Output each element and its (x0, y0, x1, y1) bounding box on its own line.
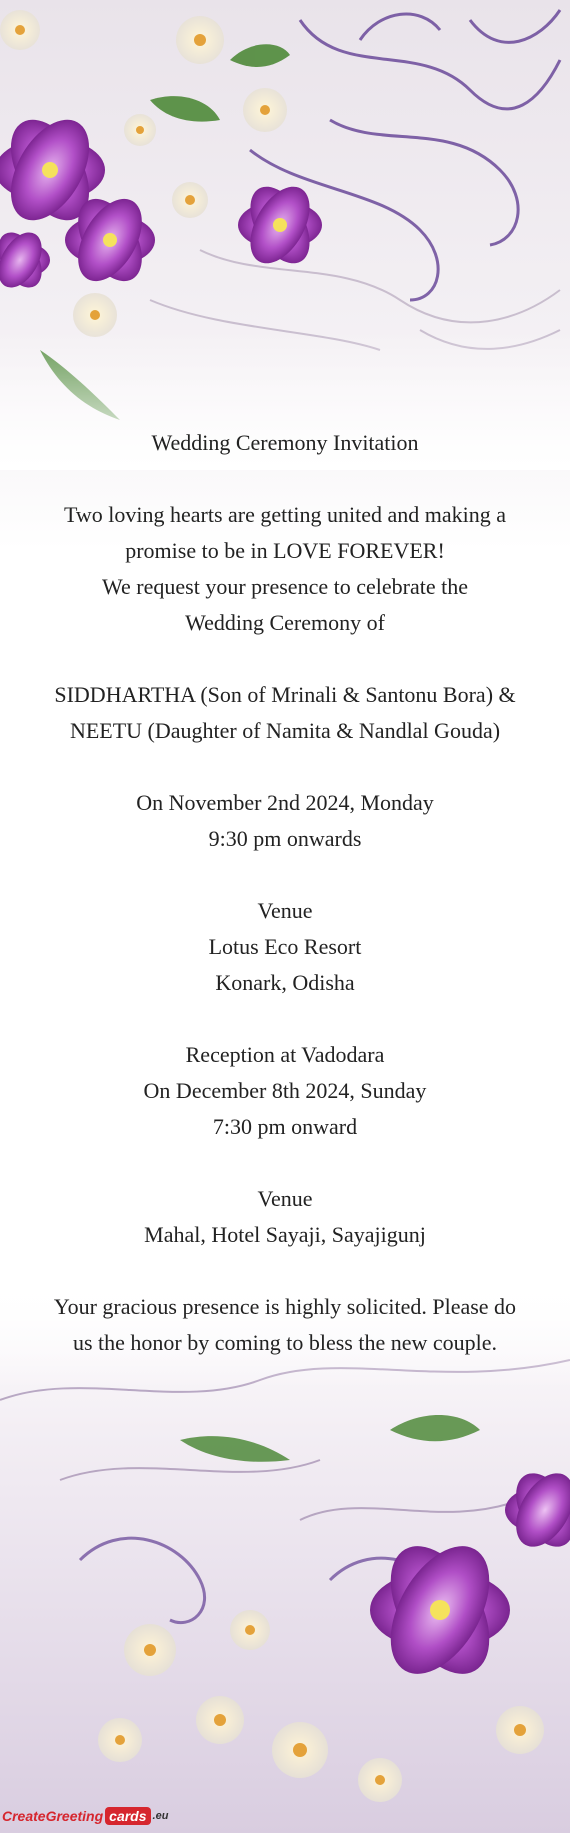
couple-line-2: NEETU (Daughter of Namita & Nandlal Gouda) (69, 718, 501, 743)
reception-time: 7:30 pm onward (212, 1114, 358, 1139)
invitation-title: Wedding Ceremony Invitation (151, 430, 419, 455)
intro-line-2: promise to be in LOVE FOREVER! (125, 538, 445, 563)
closing-line-2: us the honor by coming to bless the new couple. (72, 1330, 498, 1355)
closing-line-1: Your gracious presence is highly solicited. Please do (53, 1294, 517, 1319)
venue-2-name: Mahal, Hotel Sayaji, Sayajigunj (144, 1222, 426, 1247)
couple-line-1: SIDDHARTHA (Son of Mrinali & Santonu Bora) & (54, 682, 516, 707)
venue-1-name: Lotus Eco Resort (208, 934, 362, 959)
intro-line-4: Wedding Ceremony of (185, 610, 385, 635)
intro-line-3: We request your presence to celebrate the (102, 574, 468, 599)
floral-decoration-bottom (0, 1280, 570, 1833)
brand-logo-link[interactable] (2, 1803, 168, 1829)
floral-decoration-top (0, 0, 570, 470)
venue-heading-1: Venue (257, 898, 313, 923)
wedding-date: On November 2nd 2024, Monday (136, 790, 434, 815)
wedding-time: 9:30 pm onwards (208, 826, 362, 851)
brand-part-1: CreateGreeting (2, 1808, 104, 1824)
brand-part-3: .eu (152, 1810, 169, 1822)
intro-line-1: Two loving hearts are getting united and making a (63, 502, 506, 527)
venue-1-place: Konark, Odisha (215, 970, 355, 995)
brand-part-2: cards (105, 1807, 150, 1825)
invitation-text (20, 425, 550, 1361)
reception-date: On December 8th 2024, Sunday (143, 1078, 427, 1103)
reception-heading: Reception at Vadodara (185, 1042, 385, 1067)
venue-heading-2: Venue (257, 1186, 313, 1211)
